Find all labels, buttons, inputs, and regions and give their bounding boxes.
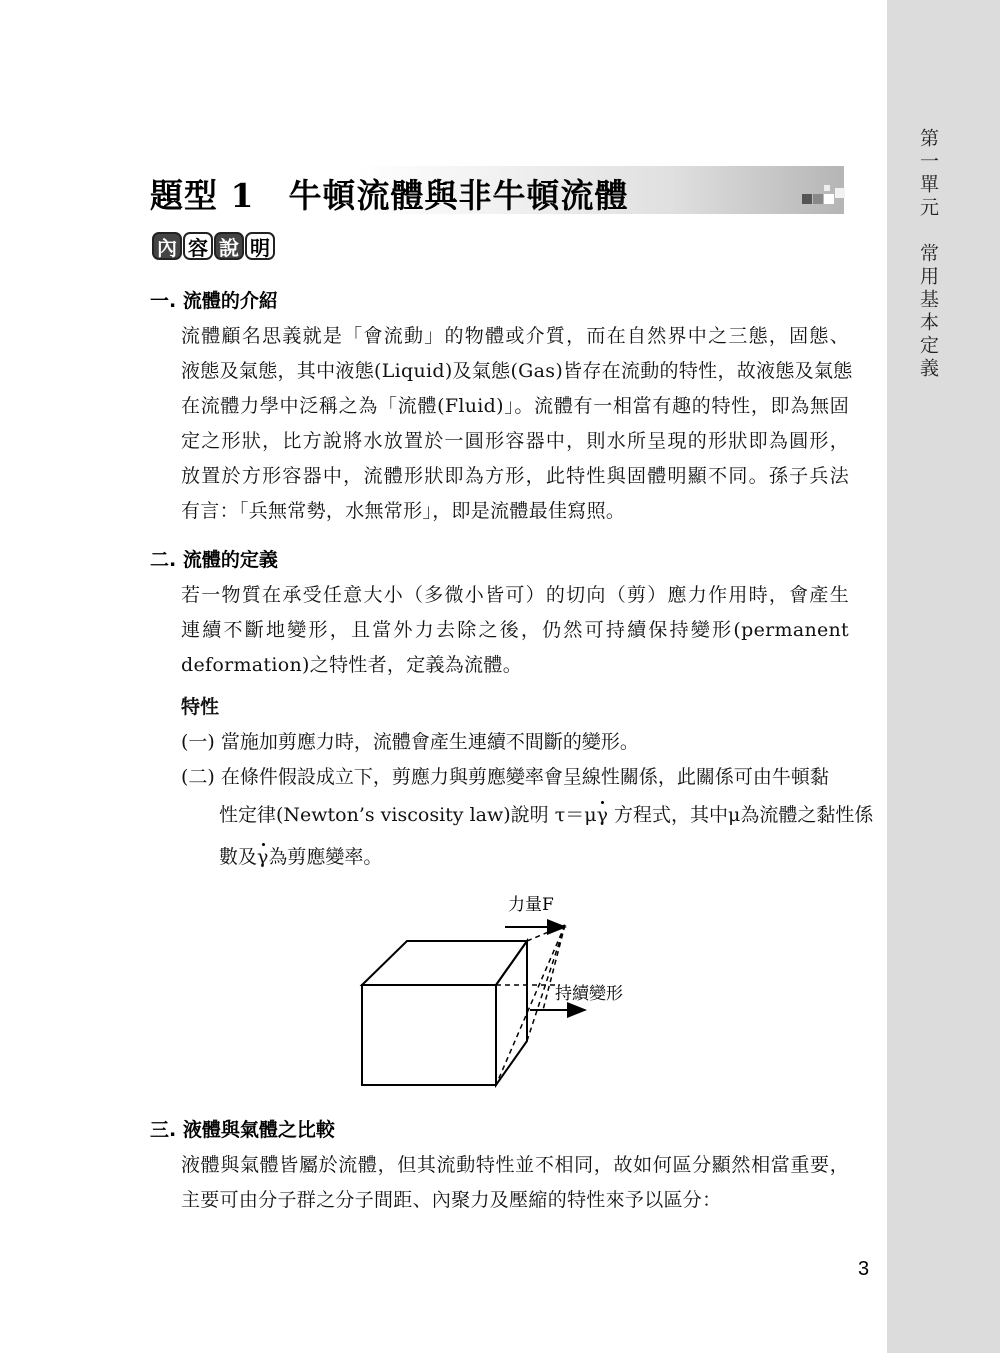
- tau-symbol: τ: [554, 804, 566, 826]
- side-tab-label: 第一單元 常用基本定義: [917, 128, 939, 381]
- page-title: 題型 1 牛頓流體與非牛頓流體: [150, 176, 629, 215]
- section-1-line-1: 流體顧名思義就是「會流動」的物體或介質，而在自然界中之三態，固態、: [181, 325, 849, 347]
- section-1-paragraph: [181, 319, 853, 529]
- section-2-line-2: 連續不斷地變形，且當外力去除之後，仍然可持續保持變形(permanent: [181, 619, 849, 641]
- section-2-line-1: 若一物質在承受任意大小（多微小皆可）的切向（剪）應力作用時，會產生: [181, 584, 849, 606]
- section-2-heading: 二. 流體的定義: [150, 549, 278, 571]
- property-item-2-line-1: [181, 762, 829, 789]
- cube-top-face: [362, 941, 527, 985]
- section-1-line-3: 在流體力學中泛稱之為「流體(Fluid)」。流體有一相當有趣的特性，即為無固: [181, 395, 849, 417]
- shear-deformation-diagram: [340, 880, 660, 1090]
- equals-symbol: ＝: [565, 804, 585, 826]
- side-tab-strip: [887, 0, 1000, 1353]
- section-2-line-3: deformation)之特性者，定義為流體。: [181, 654, 523, 676]
- gamma-dot-symbol: γ: [596, 804, 608, 826]
- property-item-2-text-3b: 為剪應變率。: [268, 846, 383, 868]
- mu-symbol: μ: [584, 804, 597, 826]
- deformation-label: 持續變形: [555, 984, 623, 1004]
- section-1-line-5: 放置於方形容器中，流體形狀即為方形，此特性與固體明顯不同。孫子兵法: [181, 465, 849, 487]
- content-badges: [152, 232, 275, 260]
- property-item-2-line-3: [219, 842, 382, 869]
- section-3-paragraph: [181, 1148, 849, 1218]
- equation-newton-viscosity: [555, 804, 608, 826]
- properties-heading: 特性: [181, 696, 220, 718]
- gamma-dot-symbol-2: γ: [257, 846, 269, 868]
- section-1-line-6: 有言：「兵無常勢，水無常形」，即是流體最佳寫照。: [181, 500, 626, 522]
- badge-char-2: 容: [183, 232, 213, 260]
- property-item-2-text-2a: 性定律(Newton’s viscosity law)說明: [219, 804, 549, 826]
- page-number: 3: [858, 1258, 870, 1280]
- deform-dashed-line-4: [496, 925, 565, 1085]
- property-item-1-text: 當施加剪應力時，流體會產生連續不間斷的變形。: [220, 731, 639, 753]
- section-1-heading: 一. 流體的介紹: [150, 290, 278, 312]
- section-1-line-2: 液態及氣態，其中液態(Liquid)及氣態(Gas)皆存在流動的特性，故液態及氣態: [181, 360, 853, 382]
- section-1-line-4: 定之形狀，比方說將水放置於一圓形容器中，則水所呈現的形狀即為圓形，: [181, 430, 849, 452]
- section-3-heading: 三. 液體與氣體之比較: [150, 1119, 335, 1141]
- section-3-line-2: 主要可由分子群之分子間距、內聚力及壓縮的特性來予以區分：: [181, 1189, 722, 1211]
- property-item-1-marker: (一): [181, 731, 215, 753]
- badge-char-1: 內: [152, 232, 182, 260]
- cube-front-face: [362, 985, 496, 1085]
- force-label: 力量F: [508, 895, 554, 915]
- badge-char-3: 說: [214, 232, 244, 260]
- property-item-2-line-2: [219, 800, 873, 827]
- property-item-2-marker: (二): [181, 766, 215, 788]
- deform-dashed-line-3: [527, 925, 565, 1041]
- property-item-2-text-3a: 數及: [219, 846, 258, 868]
- property-item-2-text-1: 在條件假設成立下，剪應力與剪應變率會呈線性關係，此關係可由牛頓黏: [220, 766, 829, 788]
- section-2-paragraph: [181, 578, 849, 683]
- section-3-line-1: 液體與氣體皆屬於流體，但其流動特性並不相同，故如何區分顯然相當重要，: [181, 1154, 849, 1176]
- badge-char-4: 明: [245, 232, 275, 260]
- cube-side-face: [496, 941, 527, 1085]
- property-item-2-text-2b: 方程式，其中μ為流體之黏性係: [614, 804, 874, 826]
- property-item-1: [181, 727, 639, 754]
